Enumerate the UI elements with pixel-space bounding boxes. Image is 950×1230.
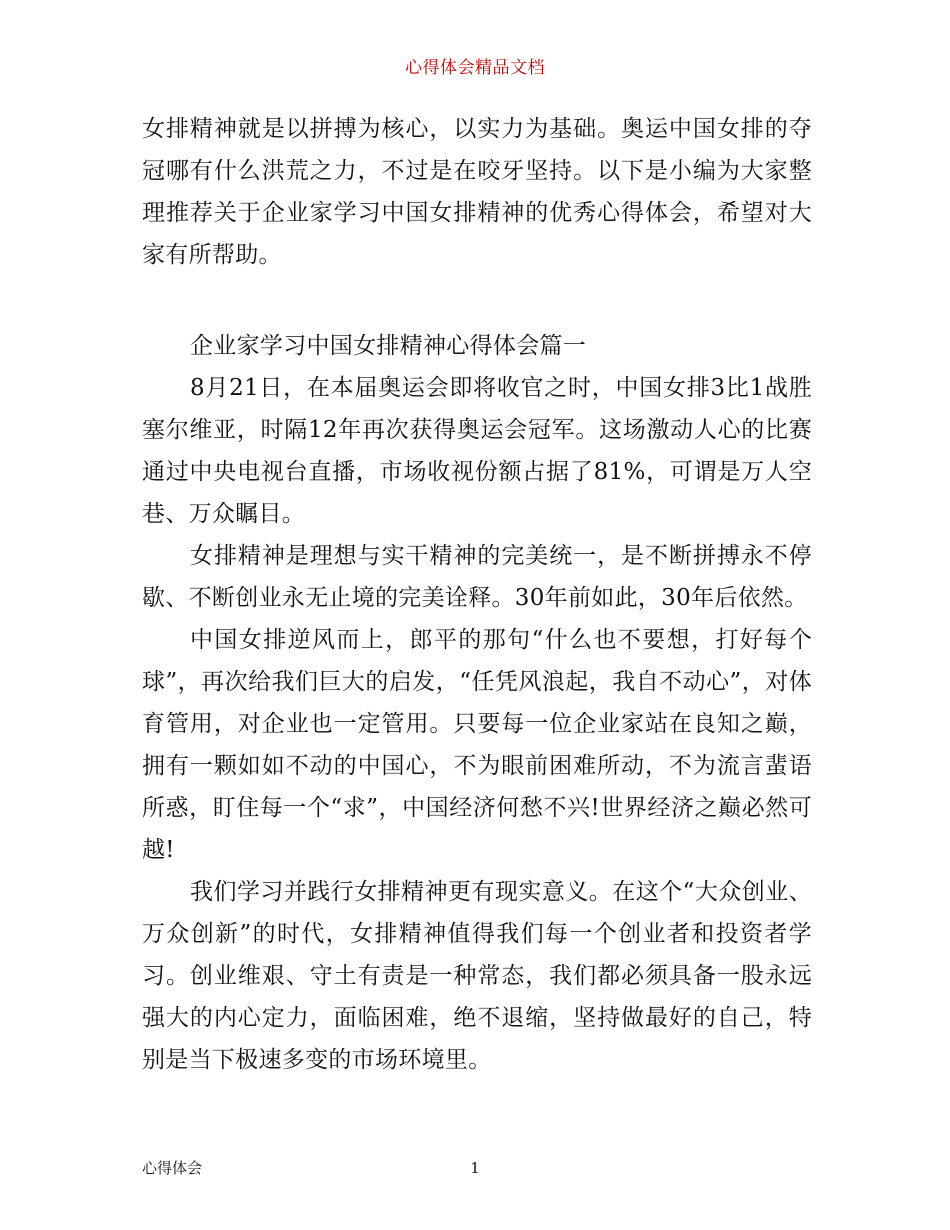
document-header-title: 心得体会精品文档 — [405, 58, 545, 78]
body-paragraph: 女排精神是理想与实干精神的完美统一，是不断拼搏永不停歇、不断创业永无止境的完美诠释。30年前如此，30年后依然。 — [142, 543, 812, 611]
footer-label: 心得体会 — [142, 1159, 203, 1177]
body-paragraph: 中国女排逆风而上，郎平的那句“什么也不要想，打好每个球”，再次给我们巨大的启发，“任凭风浪起，我自不动心”，对体育管用，对企业也一定管用。只要每一位企业家站在良知之巅，拥有一颗如如不动的中国心，不为眼前困难所动，不为流言蜚语所惑，盯住每一个“求”，中国经济何愁不兴!世界经济之巅必然可越! — [142, 627, 812, 863]
body-paragraph: 8月21日，在本届奥运会即将收官之时，中国女排3比1战胜塞尔维亚，时隔12年再次获得奥运会冠军。这场激动人心的比赛通过中央电视台直播，市场收视份额占据了81%，可谓是万人空巷、万众瞩目。 — [142, 375, 812, 527]
section-title: 企业家学习中国女排精神心得体会篇一 — [190, 333, 587, 359]
document-body — [142, 108, 812, 1081]
body-paragraph: 我们学习并践行女排精神更有现实意义。在这个“大众创业、万众创新”的时代，女排精神值得我们每一个创业者和投资者学习。创业维艰、守土有责是一种常态，我们都必须具备一股永远强大的内心定力，面临困难，绝不退缩，坚持做最好的自己，特别是当下极速多变的市场环境里。 — [142, 879, 812, 1073]
intro-paragraph: 女排精神就是以拼搏为核心，以实力为基础。奥运中国女排的夺冠哪有什么洪荒之力，不过是在咬牙坚持。以下是小编为大家整理推荐关于企业家学习中国女排精神的优秀心得体会，希望对大家有所帮助。 — [142, 116, 812, 268]
page-number: 1 — [470, 1159, 480, 1177]
